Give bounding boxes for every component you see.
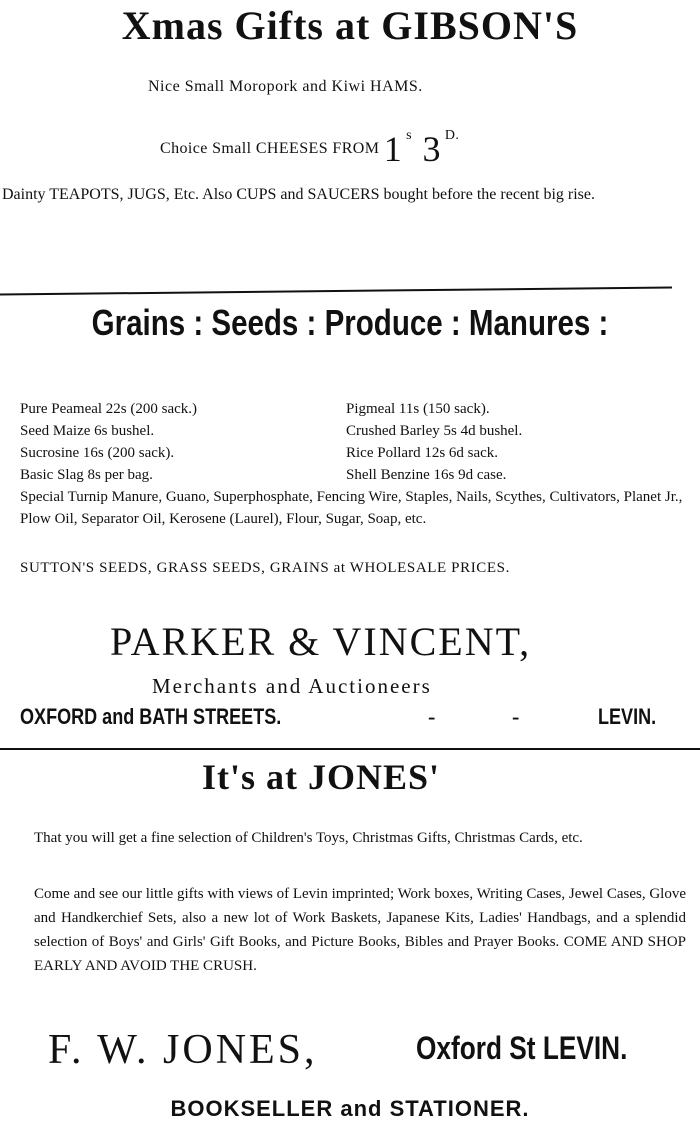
price-item: Basic Slag 8s per bag. [20, 467, 153, 483]
parker-vincent-trade: Merchants and Auctioneers [152, 674, 432, 698]
jones-address: Oxford St LEVIN. [416, 1030, 628, 1066]
price-item: Seed Maize 6s bushel. [20, 423, 155, 439]
parker-vincent-name: PARKER & VINCENT, [110, 619, 532, 664]
cheese-pence: 3 [422, 129, 441, 169]
price-item: Crushed Barley 5s 4d bushel. [346, 423, 523, 439]
divider-top [0, 286, 672, 295]
cheese-text: Choice Small CHEESES FROM [160, 140, 380, 157]
special-goods-paragraph: Special Turnip Manure, Guano, Superphosphate, Fencing Wire, Staples, Nails, Scythes, Cultivators, Planet Jr., Plow Oil, Separator Oil, Kerosene (Laurel), Flour, Sugar, Soap, etc. [20, 489, 683, 527]
gibsons-title: Xmas Gifts at GIBSON'S [121, 3, 579, 48]
price-item: Sucrosine 16s (200 sack). [20, 445, 175, 461]
address-dash: - [512, 704, 520, 729]
price-item: Pure Peameal 22s (200 sack.) [20, 401, 198, 417]
parker-vincent-town: LEVIN. [598, 704, 657, 729]
price-list-left [20, 398, 197, 486]
gibsons-cheese-line [160, 128, 465, 170]
price-item: Rice Pollard 12s 6d sack. [346, 445, 499, 461]
cheese-d-mark: D. [444, 128, 460, 143]
jones-trade: BOOKSELLER and STATIONER. [170, 1096, 530, 1121]
cheese-shillings: 1 [383, 129, 403, 169]
sutton-seeds-line: SUTTON'S SEEDS, GRASS SEEDS, GRAINS at WHOLESALE PRICES. [20, 560, 510, 576]
grains-heading: Grains : Seeds : Produce : Manures : [91, 302, 609, 343]
cheese-s-mark: s [406, 128, 413, 143]
gibsons-teapots-paragraph: Dainty TEAPOTS, JUGS, Etc. Also CUPS and SAUCERS bought before the recent big rise. [2, 186, 596, 203]
address-dash: - [428, 704, 436, 729]
jones-heading: It's at JONES' [202, 757, 441, 797]
jones-name: F. W. JONES, [48, 1027, 318, 1073]
divider-middle [0, 748, 700, 750]
jones-toys-paragraph: That you will get a fine selection of Children's Toys, Christmas Gifts, Christmas Cards, etc. [34, 830, 583, 846]
price-list-right [346, 398, 522, 486]
price-item: Shell Benzine 16s 9d case. [346, 467, 507, 483]
parker-vincent-address: OXFORD and BATH STREETS. [20, 704, 282, 729]
price-item: Pigmeal 11s (150 sack). [346, 401, 490, 417]
gibsons-hams-line: Nice Small Moropork and Kiwi HAMS. [148, 78, 423, 95]
jones-gifts-paragraph: Come and see our little gifts with views of Levin imprinted; Work boxes, Writing Cases, Jewel Cases, Glove and Handkerchief Sets, also a new lot of Work Baskets, Japanese Kits, Ladies' Handbags, and a splendid selection of Boys' and Girls' Gift Books, and Picture Books, Bibles and Prayer Books. COME AND SHOP EARLY AND AVOID THE CRUSH. [34, 886, 686, 974]
